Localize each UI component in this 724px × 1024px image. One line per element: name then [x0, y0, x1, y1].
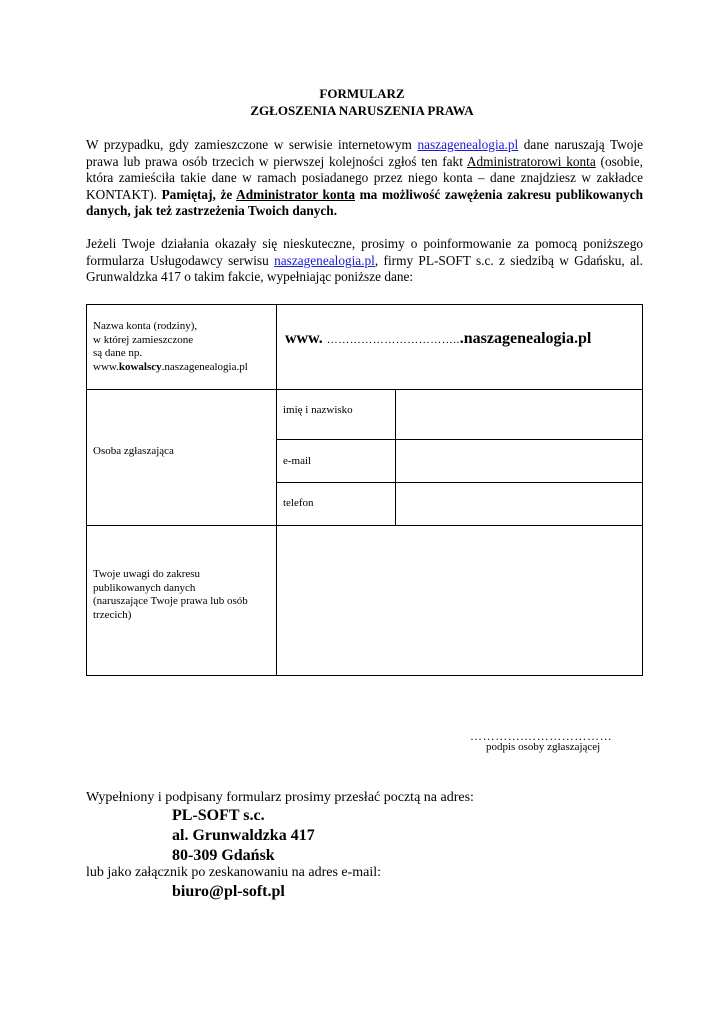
intro-paragraph-1 — [86, 137, 643, 220]
company-street: al. Grunwaldzka 417 — [172, 827, 315, 844]
account-label-line: Nazwa konta (rodziny), — [93, 320, 198, 332]
name-label: imię i nazwisko — [283, 404, 353, 416]
email-instructions: lub jako załącznik po zeskanowaniu na adres e-mail: — [86, 865, 382, 880]
remarks-label-line: publikowanych danych — [93, 581, 196, 594]
remarks-label — [93, 568, 248, 622]
form-divider — [87, 525, 642, 526]
signature-line: ………….………………… — [470, 729, 613, 743]
account-label-line: są dane np. — [93, 347, 143, 359]
intro-bold-text: Pamiętaj, że — [161, 186, 237, 202]
intro-bold-text: ma możliwość zawężenia zakresu publikowanych danych, jak też zastrzeżenia Twoich danych. — [86, 186, 643, 218]
signature-label: podpis osoby zgłaszającej — [486, 741, 601, 753]
form-title-line2: ZGŁOSZENIA NARUSZENIA PRAWA — [250, 103, 474, 118]
report-form — [86, 304, 643, 676]
email-input[interactable] — [397, 441, 641, 481]
phone-input[interactable] — [397, 484, 641, 524]
email-label: e-mail — [283, 455, 312, 467]
intro-text: (osobie, która zamieściła takie dane w ramach posiadanego przez niego konta – dane znajdziesz w zakładce KONTAKT). — [86, 153, 643, 202]
account-name-field[interactable] — [285, 330, 591, 348]
intro-paragraph-2 — [86, 236, 643, 286]
reporter-label: Osoba zgłaszająca — [93, 445, 174, 457]
remarks-label-line: Twoje uwagi do zakresu — [93, 568, 201, 580]
send-instructions: Wypełniony i podpisany formularz prosimy przesłać pocztą na adres: — [86, 790, 474, 805]
company-name: PL-SOFT s.c. — [172, 807, 265, 824]
form-title-line1: FORMULARZ — [319, 86, 405, 101]
intro-text: dane naruszają Twoje prawa lub prawa osób trzecich w pierwszej kolejności zgłoś ten fakt — [86, 137, 643, 169]
example-bold: kowalscy — [118, 360, 162, 373]
remarks-label-line: trzecich) — [93, 608, 132, 621]
form-divider — [276, 305, 277, 675]
name-input[interactable] — [397, 391, 641, 438]
intro-text: , firmy PL-SOFT s.c. z siedzibą w Gdańsku, al. Grunwaldzka 417 o takim fakcie, wypełniając poniższe dane: — [86, 252, 643, 284]
form-divider — [87, 389, 642, 390]
www-prefix: www. — [285, 330, 323, 347]
www-dots: …………………………….. — [326, 334, 460, 346]
account-label — [93, 320, 248, 374]
phone-label: telefon — [283, 497, 314, 509]
company-email[interactable]: biuro@pl-soft.pl — [172, 883, 285, 900]
administrator-konta-text: Administratorowi konta — [466, 153, 596, 169]
example-suffix: .naszagenealogia.pl — [161, 360, 248, 373]
remarks-label-line: (naruszające Twoje prawa lub osób — [93, 595, 248, 607]
naszagenealogia-link-2[interactable]: naszagenealogia.pl — [274, 252, 375, 268]
intro-text: Jeżeli Twoje działania okazały się nieskuteczne, prosimy o poinformowanie za pomocą poniższego formularza Usługodawcy serwisu — [86, 236, 643, 268]
www-suffix: .naszagenealogia.pl — [459, 330, 592, 347]
company-city: 80-309 Gdańsk — [172, 847, 275, 864]
form-divider — [277, 482, 642, 483]
administrator-konta-bold: Administrator konta — [236, 186, 355, 202]
account-label-line: w której zamieszczone — [93, 333, 194, 346]
account-example — [93, 361, 248, 375]
form-divider — [395, 390, 396, 525]
intro-text: W przypadku, gdy zamieszczone w serwisie internetowym — [86, 137, 418, 152]
example-prefix: www. — [93, 360, 119, 373]
naszagenealogia-link[interactable]: naszagenealogia.pl — [417, 137, 519, 152]
remarks-textarea[interactable] — [278, 527, 641, 674]
form-divider — [277, 439, 642, 440]
